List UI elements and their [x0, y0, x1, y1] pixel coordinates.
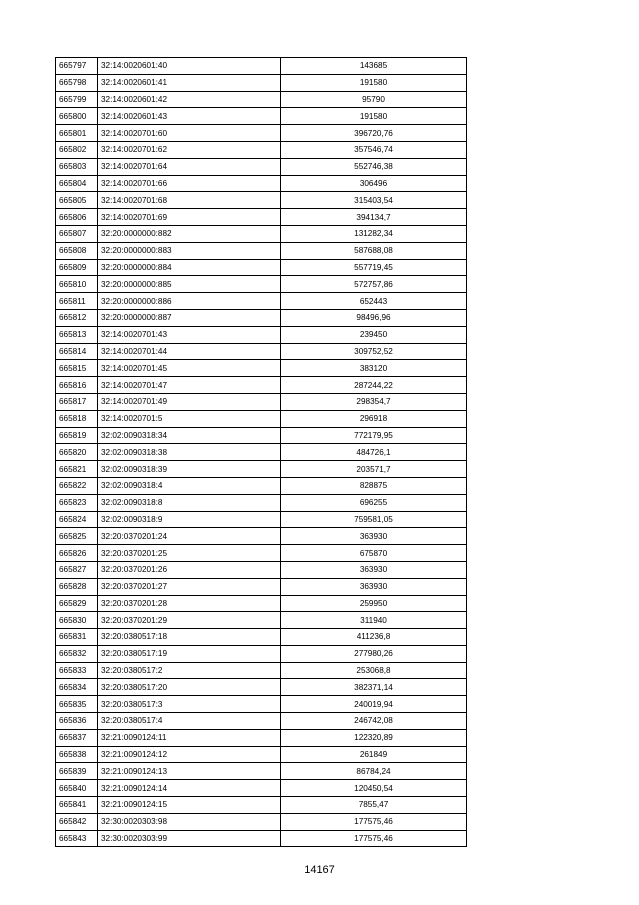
cadastral-value: 772179,95: [281, 427, 467, 444]
row-number: 665798: [56, 74, 98, 91]
cadastral-value: 363930: [281, 578, 467, 595]
table-row: [56, 813, 467, 830]
cadastral-number: 32:14:0020701:68: [98, 192, 281, 209]
table-row: [56, 578, 467, 595]
row-number: 665803: [56, 158, 98, 175]
cadastral-number: 32:20:0380517:3: [98, 696, 281, 713]
cadastral-value: 759581,05: [281, 511, 467, 528]
cadastral-number: 32:14:0020701:45: [98, 360, 281, 377]
row-number: 665836: [56, 713, 98, 730]
table-row: [56, 679, 467, 696]
row-number: 665800: [56, 108, 98, 125]
table-row: [56, 209, 467, 226]
cadastral-value: 675870: [281, 545, 467, 562]
row-number: 665839: [56, 763, 98, 780]
cadastral-value: 7855,47: [281, 797, 467, 814]
cadastral-value-table: [55, 57, 467, 847]
cadastral-number: 32:14:0020701:49: [98, 393, 281, 410]
table-row: [56, 461, 467, 478]
cadastral-number: 32:02:0090318:4: [98, 477, 281, 494]
row-number: 665827: [56, 561, 98, 578]
cadastral-value: 86784,24: [281, 763, 467, 780]
table-row: [56, 158, 467, 175]
row-number: 665834: [56, 679, 98, 696]
cadastral-value: 259950: [281, 595, 467, 612]
table-row: [56, 780, 467, 797]
cadastral-value: 277980,26: [281, 645, 467, 662]
table-row: [56, 713, 467, 730]
row-number: 665819: [56, 427, 98, 444]
cadastral-value: 98496,96: [281, 309, 467, 326]
cadastral-value: 143685: [281, 58, 467, 75]
cadastral-number: 32:14:0020701:64: [98, 158, 281, 175]
row-number: 665799: [56, 91, 98, 108]
cadastral-number: 32:21:0090124:12: [98, 746, 281, 763]
table-row: [56, 645, 467, 662]
row-number: 665843: [56, 830, 98, 847]
cadastral-number: 32:21:0090124:11: [98, 729, 281, 746]
table-row: [56, 91, 467, 108]
cadastral-value: 382371,14: [281, 679, 467, 696]
row-number: 665813: [56, 326, 98, 343]
row-number: 665808: [56, 242, 98, 259]
table-row: [56, 494, 467, 511]
table-row: [56, 662, 467, 679]
cadastral-number: 32:21:0090124:15: [98, 797, 281, 814]
cadastral-value: 363930: [281, 528, 467, 545]
table-row: [56, 797, 467, 814]
cadastral-value: 357546,74: [281, 141, 467, 158]
row-number: 665831: [56, 629, 98, 646]
cadastral-value: 296918: [281, 410, 467, 427]
cadastral-number: 32:14:0020601:42: [98, 91, 281, 108]
row-number: 665797: [56, 58, 98, 75]
cadastral-value: 240019,94: [281, 696, 467, 713]
table-row: [56, 377, 467, 394]
row-number: 665838: [56, 746, 98, 763]
table-row: [56, 477, 467, 494]
cadastral-number: 32:02:0090318:38: [98, 444, 281, 461]
row-number: 665807: [56, 225, 98, 242]
cadastral-number: 32:20:0000000:883: [98, 242, 281, 259]
cadastral-value: 557719,45: [281, 259, 467, 276]
row-number: 665805: [56, 192, 98, 209]
table-row: [56, 276, 467, 293]
cadastral-number: 32:20:0370201:25: [98, 545, 281, 562]
row-number: 665826: [56, 545, 98, 562]
row-number: 665814: [56, 343, 98, 360]
cadastral-number: 32:02:0090318:9: [98, 511, 281, 528]
cadastral-value: 177575,46: [281, 830, 467, 847]
table-row: [56, 511, 467, 528]
cadastral-number: 32:20:0000000:882: [98, 225, 281, 242]
table-row: [56, 293, 467, 310]
row-number: 665816: [56, 377, 98, 394]
row-number: 665832: [56, 645, 98, 662]
row-number: 665830: [56, 612, 98, 629]
cadastral-number: 32:14:0020701:62: [98, 141, 281, 158]
cadastral-value: 484726,1: [281, 444, 467, 461]
cadastral-value: 120450,54: [281, 780, 467, 797]
cadastral-number: 32:21:0090124:13: [98, 763, 281, 780]
table-row: [56, 360, 467, 377]
cadastral-value: 239450: [281, 326, 467, 343]
table-body: [56, 58, 467, 847]
cadastral-number: 32:20:0370201:26: [98, 561, 281, 578]
cadastral-number: 32:14:0020701:44: [98, 343, 281, 360]
table-row: [56, 343, 467, 360]
cadastral-number: 32:14:0020601:43: [98, 108, 281, 125]
table-row: [56, 175, 467, 192]
cadastral-value: 191580: [281, 74, 467, 91]
table-row: [56, 763, 467, 780]
cadastral-value: 587688,08: [281, 242, 467, 259]
cadastral-value: 287244,22: [281, 377, 467, 394]
cadastral-number: 32:20:0000000:885: [98, 276, 281, 293]
cadastral-number: 32:20:0000000:886: [98, 293, 281, 310]
cadastral-number: 32:14:0020701:43: [98, 326, 281, 343]
table-row: [56, 528, 467, 545]
cadastral-number: 32:20:0380517:18: [98, 629, 281, 646]
cadastral-number: 32:14:0020701:47: [98, 377, 281, 394]
row-number: 665837: [56, 729, 98, 746]
cadastral-value: 298354,7: [281, 393, 467, 410]
cadastral-number: 32:30:0020303:98: [98, 813, 281, 830]
cadastral-number: 32:20:0370201:28: [98, 595, 281, 612]
row-number: 665833: [56, 662, 98, 679]
cadastral-value: 394134,7: [281, 209, 467, 226]
cadastral-number: 32:14:0020601:40: [98, 58, 281, 75]
row-number: 665801: [56, 125, 98, 142]
row-number: 665842: [56, 813, 98, 830]
cadastral-value: 261849: [281, 746, 467, 763]
cadastral-number: 32:20:0380517:20: [98, 679, 281, 696]
cadastral-value: 95790: [281, 91, 467, 108]
row-number: 665821: [56, 461, 98, 478]
row-number: 665811: [56, 293, 98, 310]
cadastral-value: 828875: [281, 477, 467, 494]
cadastral-number: 32:02:0090318:39: [98, 461, 281, 478]
cadastral-value: 411236,8: [281, 629, 467, 646]
row-number: 665820: [56, 444, 98, 461]
cadastral-value: 652443: [281, 293, 467, 310]
cadastral-value: 191580: [281, 108, 467, 125]
table-row: [56, 729, 467, 746]
cadastral-number: 32:20:0380517:4: [98, 713, 281, 730]
cadastral-value: 306496: [281, 175, 467, 192]
page-number: 14167: [304, 864, 335, 876]
row-number: 665828: [56, 578, 98, 595]
row-number: 665818: [56, 410, 98, 427]
cadastral-value: 131282,34: [281, 225, 467, 242]
row-number: 665810: [56, 276, 98, 293]
table-row: [56, 427, 467, 444]
row-number: 665815: [56, 360, 98, 377]
table-row: [56, 595, 467, 612]
cadastral-number: 32:20:0370201:24: [98, 528, 281, 545]
table-row: [56, 410, 467, 427]
table-row: [56, 326, 467, 343]
cadastral-value: 696255: [281, 494, 467, 511]
cadastral-number: 32:02:0090318:8: [98, 494, 281, 511]
row-number: 665817: [56, 393, 98, 410]
row-number: 665823: [56, 494, 98, 511]
table-row: [56, 225, 467, 242]
cadastral-number: 32:20:0380517:19: [98, 645, 281, 662]
cadastral-number: 32:20:0000000:887: [98, 309, 281, 326]
row-number: 665809: [56, 259, 98, 276]
cadastral-number: 32:14:0020701:5: [98, 410, 281, 427]
table-row: [56, 108, 467, 125]
cadastral-value: 246742,08: [281, 713, 467, 730]
row-number: 665824: [56, 511, 98, 528]
cadastral-number: 32:14:0020701:60: [98, 125, 281, 142]
cadastral-value: 363930: [281, 561, 467, 578]
cadastral-number: 32:20:0380517:2: [98, 662, 281, 679]
row-number: 665829: [56, 595, 98, 612]
cadastral-number: 32:02:0090318:34: [98, 427, 281, 444]
table-row: [56, 309, 467, 326]
cadastral-value: 311940: [281, 612, 467, 629]
cadastral-number: 32:21:0090124:14: [98, 780, 281, 797]
row-number: 665840: [56, 780, 98, 797]
row-number: 665835: [56, 696, 98, 713]
table-row: [56, 259, 467, 276]
table-row: [56, 746, 467, 763]
table-row: [56, 125, 467, 142]
table-row: [56, 830, 467, 847]
cadastral-value: 309752,52: [281, 343, 467, 360]
cadastral-value: 315403,54: [281, 192, 467, 209]
row-number: 665822: [56, 477, 98, 494]
table-row: [56, 74, 467, 91]
cadastral-number: 32:20:0000000:884: [98, 259, 281, 276]
row-number: 665812: [56, 309, 98, 326]
cadastral-value: 396720,76: [281, 125, 467, 142]
cadastral-number: 32:14:0020601:41: [98, 74, 281, 91]
cadastral-number: 32:14:0020701:66: [98, 175, 281, 192]
cadastral-value: 552746,38: [281, 158, 467, 175]
cadastral-value: 177575,46: [281, 813, 467, 830]
table-row: [56, 444, 467, 461]
table-row: [56, 696, 467, 713]
row-number: 665841: [56, 797, 98, 814]
cadastral-number: 32:20:0370201:27: [98, 578, 281, 595]
cadastral-value: 383120: [281, 360, 467, 377]
cadastral-value: 122320,89: [281, 729, 467, 746]
table-row: [56, 393, 467, 410]
cadastral-number: 32:30:0020303:99: [98, 830, 281, 847]
table-row: [56, 242, 467, 259]
cadastral-number: 32:14:0020701:69: [98, 209, 281, 226]
row-number: 665804: [56, 175, 98, 192]
table-row: [56, 612, 467, 629]
table-row: [56, 58, 467, 75]
row-number: 665825: [56, 528, 98, 545]
table-row: [56, 561, 467, 578]
cadastral-value: 572757,86: [281, 276, 467, 293]
row-number: 665806: [56, 209, 98, 226]
cadastral-value: 203571,7: [281, 461, 467, 478]
cadastral-number: 32:20:0370201:29: [98, 612, 281, 629]
table-row: [56, 545, 467, 562]
table-row: [56, 192, 467, 209]
table-row: [56, 141, 467, 158]
cadastral-value: 253068,8: [281, 662, 467, 679]
row-number: 665802: [56, 141, 98, 158]
table-row: [56, 629, 467, 646]
